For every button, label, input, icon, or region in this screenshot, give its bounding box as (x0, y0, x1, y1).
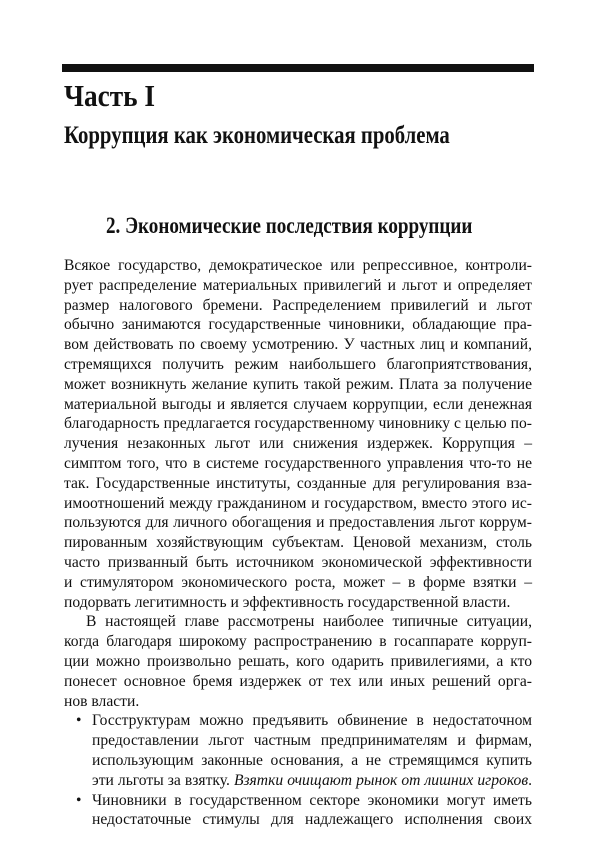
text-line: пользуются для личного обогащения и предоставления льгот коррум- (64, 514, 532, 532)
text-line: и стимулятором экономического роста, может – в форме взятки – (64, 573, 532, 591)
text-line: понесет основное бремя издержек от тех или иных решений орга- (64, 672, 532, 690)
line-text: предоставлении льгот частным предпринимателям и фирмам, (92, 732, 532, 750)
text-line: нов власти. (64, 692, 140, 710)
text-line: размер налогового бремени. Распределением привилегий и льгот (64, 296, 532, 314)
text-line: стремящихся получить режим наибольшего благоприятствования, (64, 355, 532, 373)
text-line: материальной выгоды и является случаем коррупции, если денежная (64, 395, 532, 413)
bullet-icon: • (76, 712, 82, 730)
text-line: рует распределение материальных привилегий и льгот и определяет (64, 276, 532, 294)
text-line: симптом того, что в системе государственного управления что-то не (64, 454, 532, 472)
part-subtitle: Коррупция как экономическая проблема (64, 122, 450, 149)
section-title: 2. Экономические последствия коррупции (106, 213, 473, 238)
text-line (64, 791, 532, 811)
text-line: когда благодаря широкому распространению в госаппарате корруп- (64, 633, 532, 651)
line-text: . (528, 771, 532, 789)
text-line: лучения незаконных льгот или снижения издержек. Коррупция – (64, 435, 532, 453)
text-line: В настоящей главе рассмотрены наиболее типичные ситуации, (86, 613, 532, 631)
text-line: Всякое государство, демократическое или репрессивное, контроли- (64, 257, 532, 274)
emphasis-text: Взятки очищают рынок от лишних игроков (233, 771, 529, 789)
text-line (64, 711, 532, 731)
text-line: ции можно произвольно решать, кого одарить привилегиями, а кто (64, 652, 532, 670)
paragraph-1 (64, 256, 532, 612)
text-line: пированным хозяйствующим субъектам. Ценовой механизм, столь (64, 534, 532, 552)
line-text: Чиновники в государственном секторе экономики могут иметь (92, 791, 532, 809)
text-line: так. Государственные институты, созданные для регулирования вза- (64, 474, 532, 492)
line-text: эти льготы за взятку. (92, 771, 234, 789)
part-title: Часть I (64, 78, 156, 113)
text-line (64, 810, 532, 830)
text-line (64, 731, 532, 751)
chapter-top-rule (62, 64, 534, 72)
paragraph-2 (64, 612, 532, 711)
text-line: обычно занимаются государственные чиновники, обладающие пра- (64, 316, 532, 334)
line-text: использующим законные основания, а не стремящимся купить (92, 751, 532, 769)
text-line (64, 771, 532, 791)
line-text: Госструктурам можно предъявить обвинение в недостаточном (92, 712, 532, 730)
text-line: часто призванный быть источником экономической эффективности (64, 553, 532, 571)
body-text (64, 256, 532, 830)
text-line (64, 751, 532, 771)
text-line: имоотношений между гражданином и государством, вместо этого ис- (64, 494, 532, 512)
text-line: подорвать легитимность и эффективность государственной власти. (64, 593, 511, 611)
bullet-item-2 (64, 791, 532, 831)
bullet-item-1 (64, 711, 532, 790)
text-line: может возникнуть желание купить такой режим. Плата за получение (64, 375, 532, 393)
text-line: вом действовать по своему усмотрению. У частных лиц и компаний, (64, 336, 532, 354)
text-line: благодарность предлагается государственному чиновнику с целью по- (64, 415, 532, 433)
bullet-icon: • (76, 791, 82, 809)
line-text: недостаточные стимулы для надлежащего исполнения своих (92, 811, 532, 829)
